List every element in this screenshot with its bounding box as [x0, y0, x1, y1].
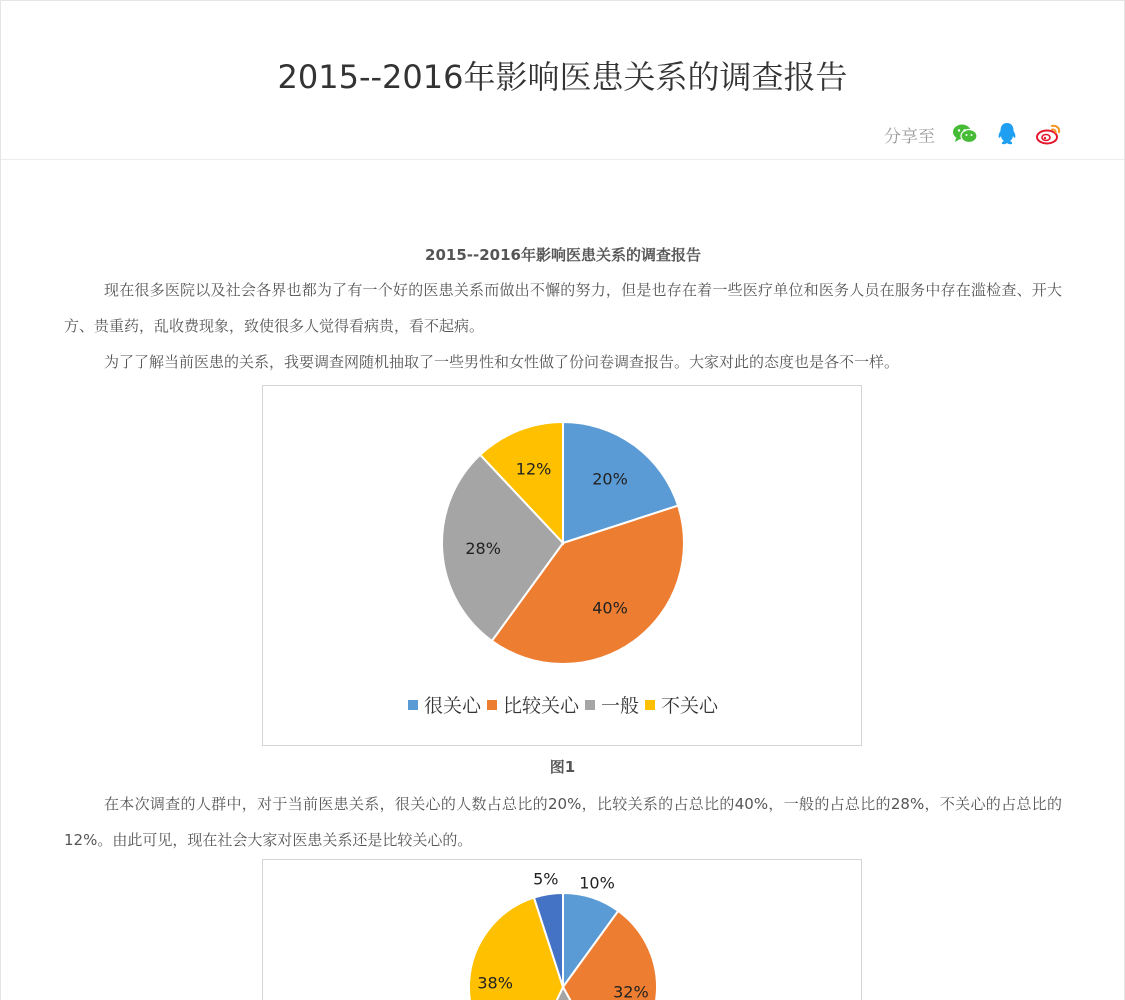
figure-1-chart: [262, 385, 862, 746]
page-title: 2015--2016年影响医患关系的调查报告: [277, 58, 848, 96]
weibo-icon[interactable]: [1035, 120, 1063, 148]
figure-1-caption: 图1: [549, 758, 576, 776]
figure-2-data-label-1: 10%: [579, 873, 615, 893]
figure-1-legend-item-2: [487, 691, 579, 718]
legend-label: 不关心: [661, 695, 719, 717]
qq-icon[interactable]: [993, 120, 1021, 148]
wechat-icon[interactable]: [951, 120, 979, 148]
figure-2-pie: [263, 860, 863, 1000]
article-heading: 2015--2016年影响医患关系的调查报告: [425, 246, 701, 264]
figure-1-data-label-1: 20%: [592, 469, 628, 489]
figure-2-chart: [262, 859, 862, 1000]
article-paragraph-2: 为了了解当前医患的关系，我要调查网随机抽取了一些男性和女性做了份问卷调查报告。大家对此的态度也是各不一样。: [104, 353, 900, 371]
share-bar: [884, 120, 1063, 148]
figure-1-legend: [263, 691, 863, 718]
figure-1-legend-item-1: [408, 691, 481, 718]
header-divider: [1, 159, 1124, 160]
legend-label: 一般: [601, 695, 640, 717]
legend-swatch: [487, 700, 497, 710]
legend-swatch: [408, 700, 418, 710]
figure-2-data-label-4: 38%: [477, 973, 513, 993]
figure-1-data-label-4: 12%: [515, 459, 552, 479]
figure-2-data-label-2: 32%: [613, 982, 649, 1000]
share-label: 分享至: [884, 126, 935, 147]
article-paragraph-1: 现在很多医院以及社会各界也都为了有一个好的医患关系而做出不懈的努力，但是也存在着一些医疗单位和医务人员在服务中存在滥检查、开大方、贵重药，乱收费现象，致使很多人觉得看病贵，看不起病。: [64, 281, 1062, 335]
legend-swatch: [585, 700, 595, 710]
article-paragraph-3: 在本次调查的人群中，对于当前医患关系，很关心的人数占总比的20%，比较关系的占总比的40%，一般的占总比的28%，不关心的占总比的12%。由此可见，现在社会大家对医患关系还是比较关心的。: [64, 795, 1062, 849]
legend-label: 很关心: [423, 695, 481, 717]
legend-swatch: [645, 700, 655, 710]
article-body: [64, 240, 1062, 380]
figure-1-data-label-2: 40%: [592, 598, 628, 618]
figure-1-data-label-3: 28%: [465, 539, 501, 559]
article-body-continued: [64, 786, 1062, 858]
figure-1-legend-item-4: [645, 691, 718, 718]
figure-2-data-label-5: 5%: [533, 869, 559, 889]
figure-1-legend-item-3: [585, 691, 639, 718]
figure-1-pie: [263, 386, 863, 686]
legend-label: 比较关心: [502, 695, 579, 717]
